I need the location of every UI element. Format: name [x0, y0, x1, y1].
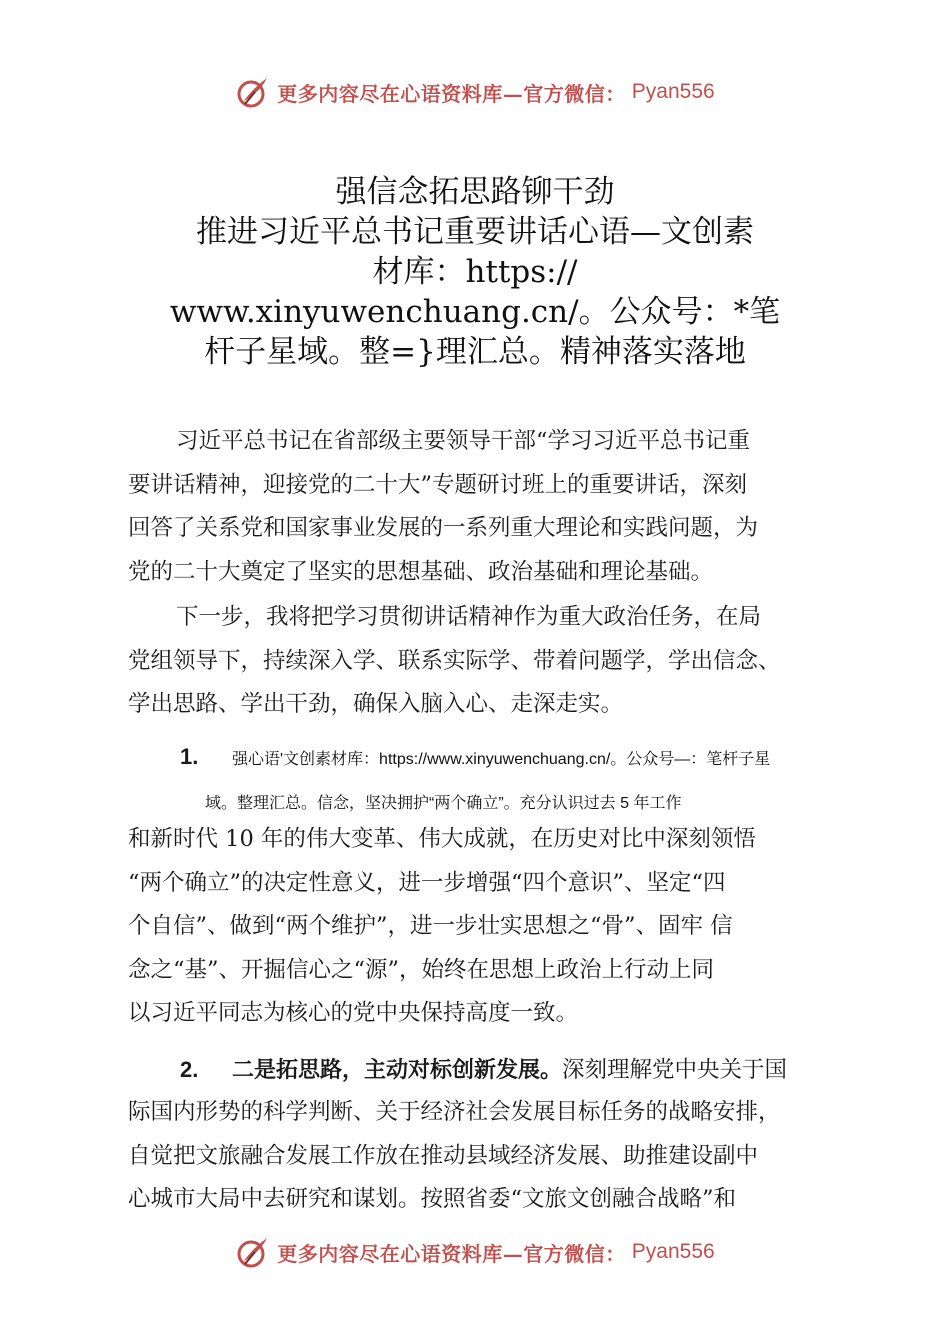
title-line: www.xinyuwenchuang.cn/。公众号：*笔 — [169, 294, 781, 330]
text-line: 以习近平同志为核心的党中央保持高度一致。 — [128, 1000, 579, 1026]
watermark-text: 更多内容尽在心语资料库—官方微信： — [277, 81, 626, 106]
text-line: 个自信”、做到“两个维护”，进一步壮实思想之“骨”、固牢 信 — [128, 913, 733, 939]
paragraph-intro — [128, 420, 840, 594]
list-item-2 — [180, 1048, 787, 1093]
text-line: 下一步，我将把学习贯彻讲话精神作为重大政治任务，在局 — [176, 604, 762, 630]
watermark-text: 更多内容尽在心语资料库—官方微信： — [277, 1241, 626, 1266]
quill-logo-icon — [235, 74, 271, 110]
watermark-id: Pyan556 — [631, 1240, 715, 1263]
quill-logo-icon — [235, 1234, 271, 1270]
watermark-banner-top — [0, 72, 950, 112]
list-number: 2. — [180, 1057, 199, 1082]
item-lead-heading: 二是拓思路，主动对标创新发展。 — [232, 1058, 563, 1083]
list-number: 1. — [180, 744, 199, 769]
watermark-banner-bottom — [0, 1232, 950, 1272]
text-line: 习近平总书记在省部级主要领导干部“学习习近平总书记重 — [176, 428, 751, 454]
text-line: 和新时代 10 年的伟大变革、伟大成就，在历史对比中深刻领悟 — [128, 826, 756, 852]
text-line: 要讲话精神，迎接党的二十大”专题研讨班上的重要讲话，深刻 — [128, 471, 748, 498]
text-line: 深刻理解党中央关于国 — [562, 1057, 788, 1083]
text-line: 党组领导下，持续深入学、联系实际学、带着问题学，学出信念、 — [128, 647, 781, 674]
title-line: 强信念拓思路铆干劲 — [335, 174, 615, 210]
title-line: 推进习近平总书记重要讲话心语—文创素 — [196, 214, 754, 250]
text-line: 自觉把文旅融合发展工作放在推动县域经济发展、助推建设副中 — [128, 1142, 759, 1169]
text-line: 域。整理汇总。信念，坚决拥护“两个确立”。充分认识过去 5 年工作 — [205, 795, 682, 812]
text-line: 念之“基”、开掘信心之“源”，始终在思想上政治上行动上同 — [128, 956, 715, 983]
list-item-1 — [180, 744, 770, 770]
paragraph-item1-body — [128, 818, 840, 1036]
text-line: 回答了关系党和国家事业发展的一系列重大理论和实践问题，为 — [128, 515, 759, 541]
text-line: 心城市大局中去研究和谋划。按照省委“文旅文创融合战略”和 — [128, 1186, 737, 1212]
document-title — [100, 172, 850, 372]
text-line: 强心语'文创素材库：https://www.xinyuwenchuang.cn/。公众号—：笔杆子星 — [232, 751, 771, 768]
title-line: 材库：https:// — [372, 254, 578, 290]
paragraph-next-step — [128, 596, 840, 727]
text-line: 学出思路、学出干劲，确保入脑入心、走深走实。 — [128, 691, 624, 717]
watermark-id: Pyan556 — [631, 80, 715, 103]
paragraph-item2-body — [128, 1091, 840, 1222]
title-line: 杆子星域。整=}理汇总。精神落实落地 — [204, 334, 746, 370]
text-line: 党的二十大奠定了坚实的思想基础、政治基础和理论基础。 — [128, 558, 714, 585]
text-line: “两个确立”的决定性意义，进一步增强“四个意识”、坚定“四 — [128, 869, 726, 896]
text-line: 际国内形势的科学判断、关于经济社会发展目标任务的战略安排， — [128, 1099, 781, 1125]
